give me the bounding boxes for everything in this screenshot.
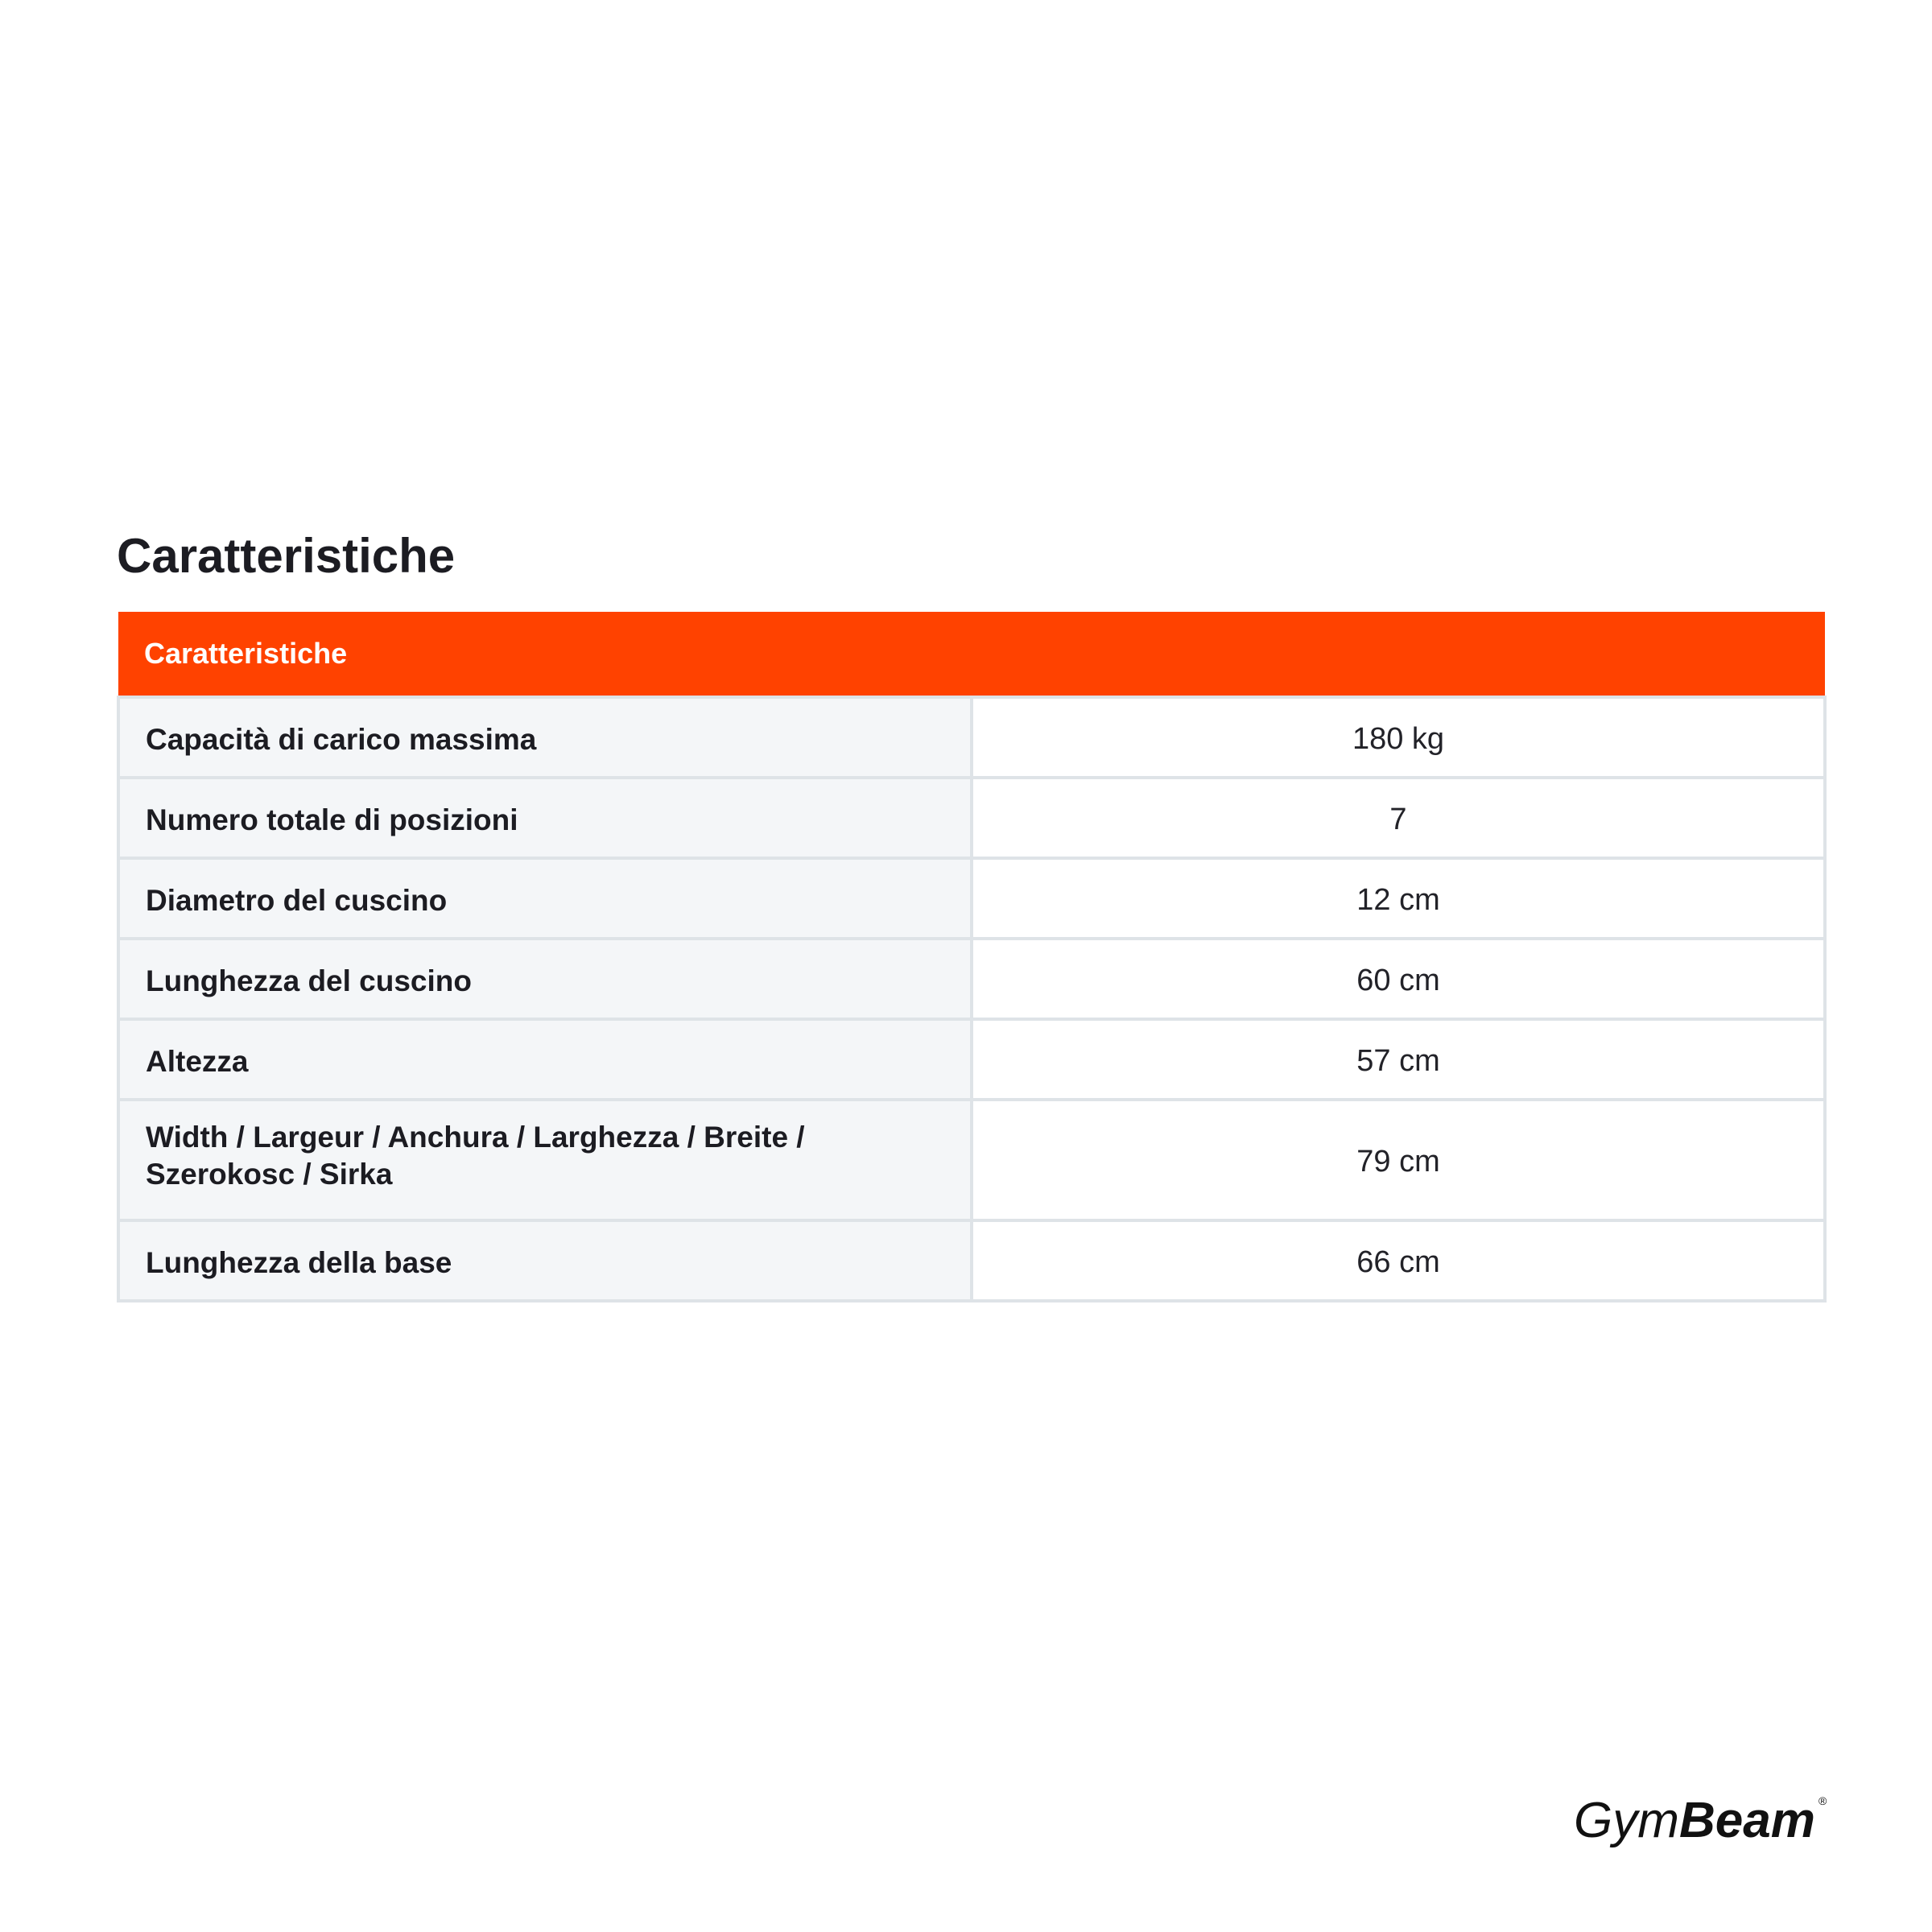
gymbeam-logo <box>1574 1787 1831 1852</box>
table-row <box>118 697 1825 778</box>
row-value: 66 cm <box>972 1220 1825 1301</box>
table-row <box>118 1220 1825 1301</box>
table-header: Caratteristiche <box>118 612 1825 697</box>
row-label: Diametro del cuscino <box>118 858 972 939</box>
table-row <box>118 939 1825 1019</box>
spec-table <box>117 612 1827 1302</box>
row-value: 57 cm <box>972 1019 1825 1100</box>
registered-mark: ® <box>1818 1794 1827 1807</box>
row-label: Width / Largeur / Anchura / Larghezza / Breite / Szerokosc / Sirka <box>118 1100 972 1220</box>
table-row <box>118 778 1825 858</box>
row-value: 60 cm <box>972 939 1825 1019</box>
table-row <box>118 858 1825 939</box>
table-row <box>118 1100 1825 1220</box>
logo-bold-part: Beam <box>1678 1793 1815 1848</box>
row-label: Capacità di carico massima <box>118 697 972 778</box>
row-label: Numero totale di posizioni <box>118 778 972 858</box>
row-value: 180 kg <box>972 697 1825 778</box>
page-title: Caratteristiche <box>117 529 456 583</box>
row-label: Altezza <box>118 1019 972 1100</box>
row-value: 12 cm <box>972 858 1825 939</box>
row-value: 79 cm <box>972 1100 1825 1220</box>
row-value: 7 <box>972 778 1825 858</box>
svg-text:GymBeam <box>1574 1793 1815 1848</box>
logo-light-part: Gym <box>1574 1793 1679 1848</box>
row-label: Lunghezza della base <box>118 1220 972 1301</box>
table-row <box>118 1019 1825 1100</box>
table-header-row <box>118 612 1825 697</box>
row-label: Lunghezza del cuscino <box>118 939 972 1019</box>
